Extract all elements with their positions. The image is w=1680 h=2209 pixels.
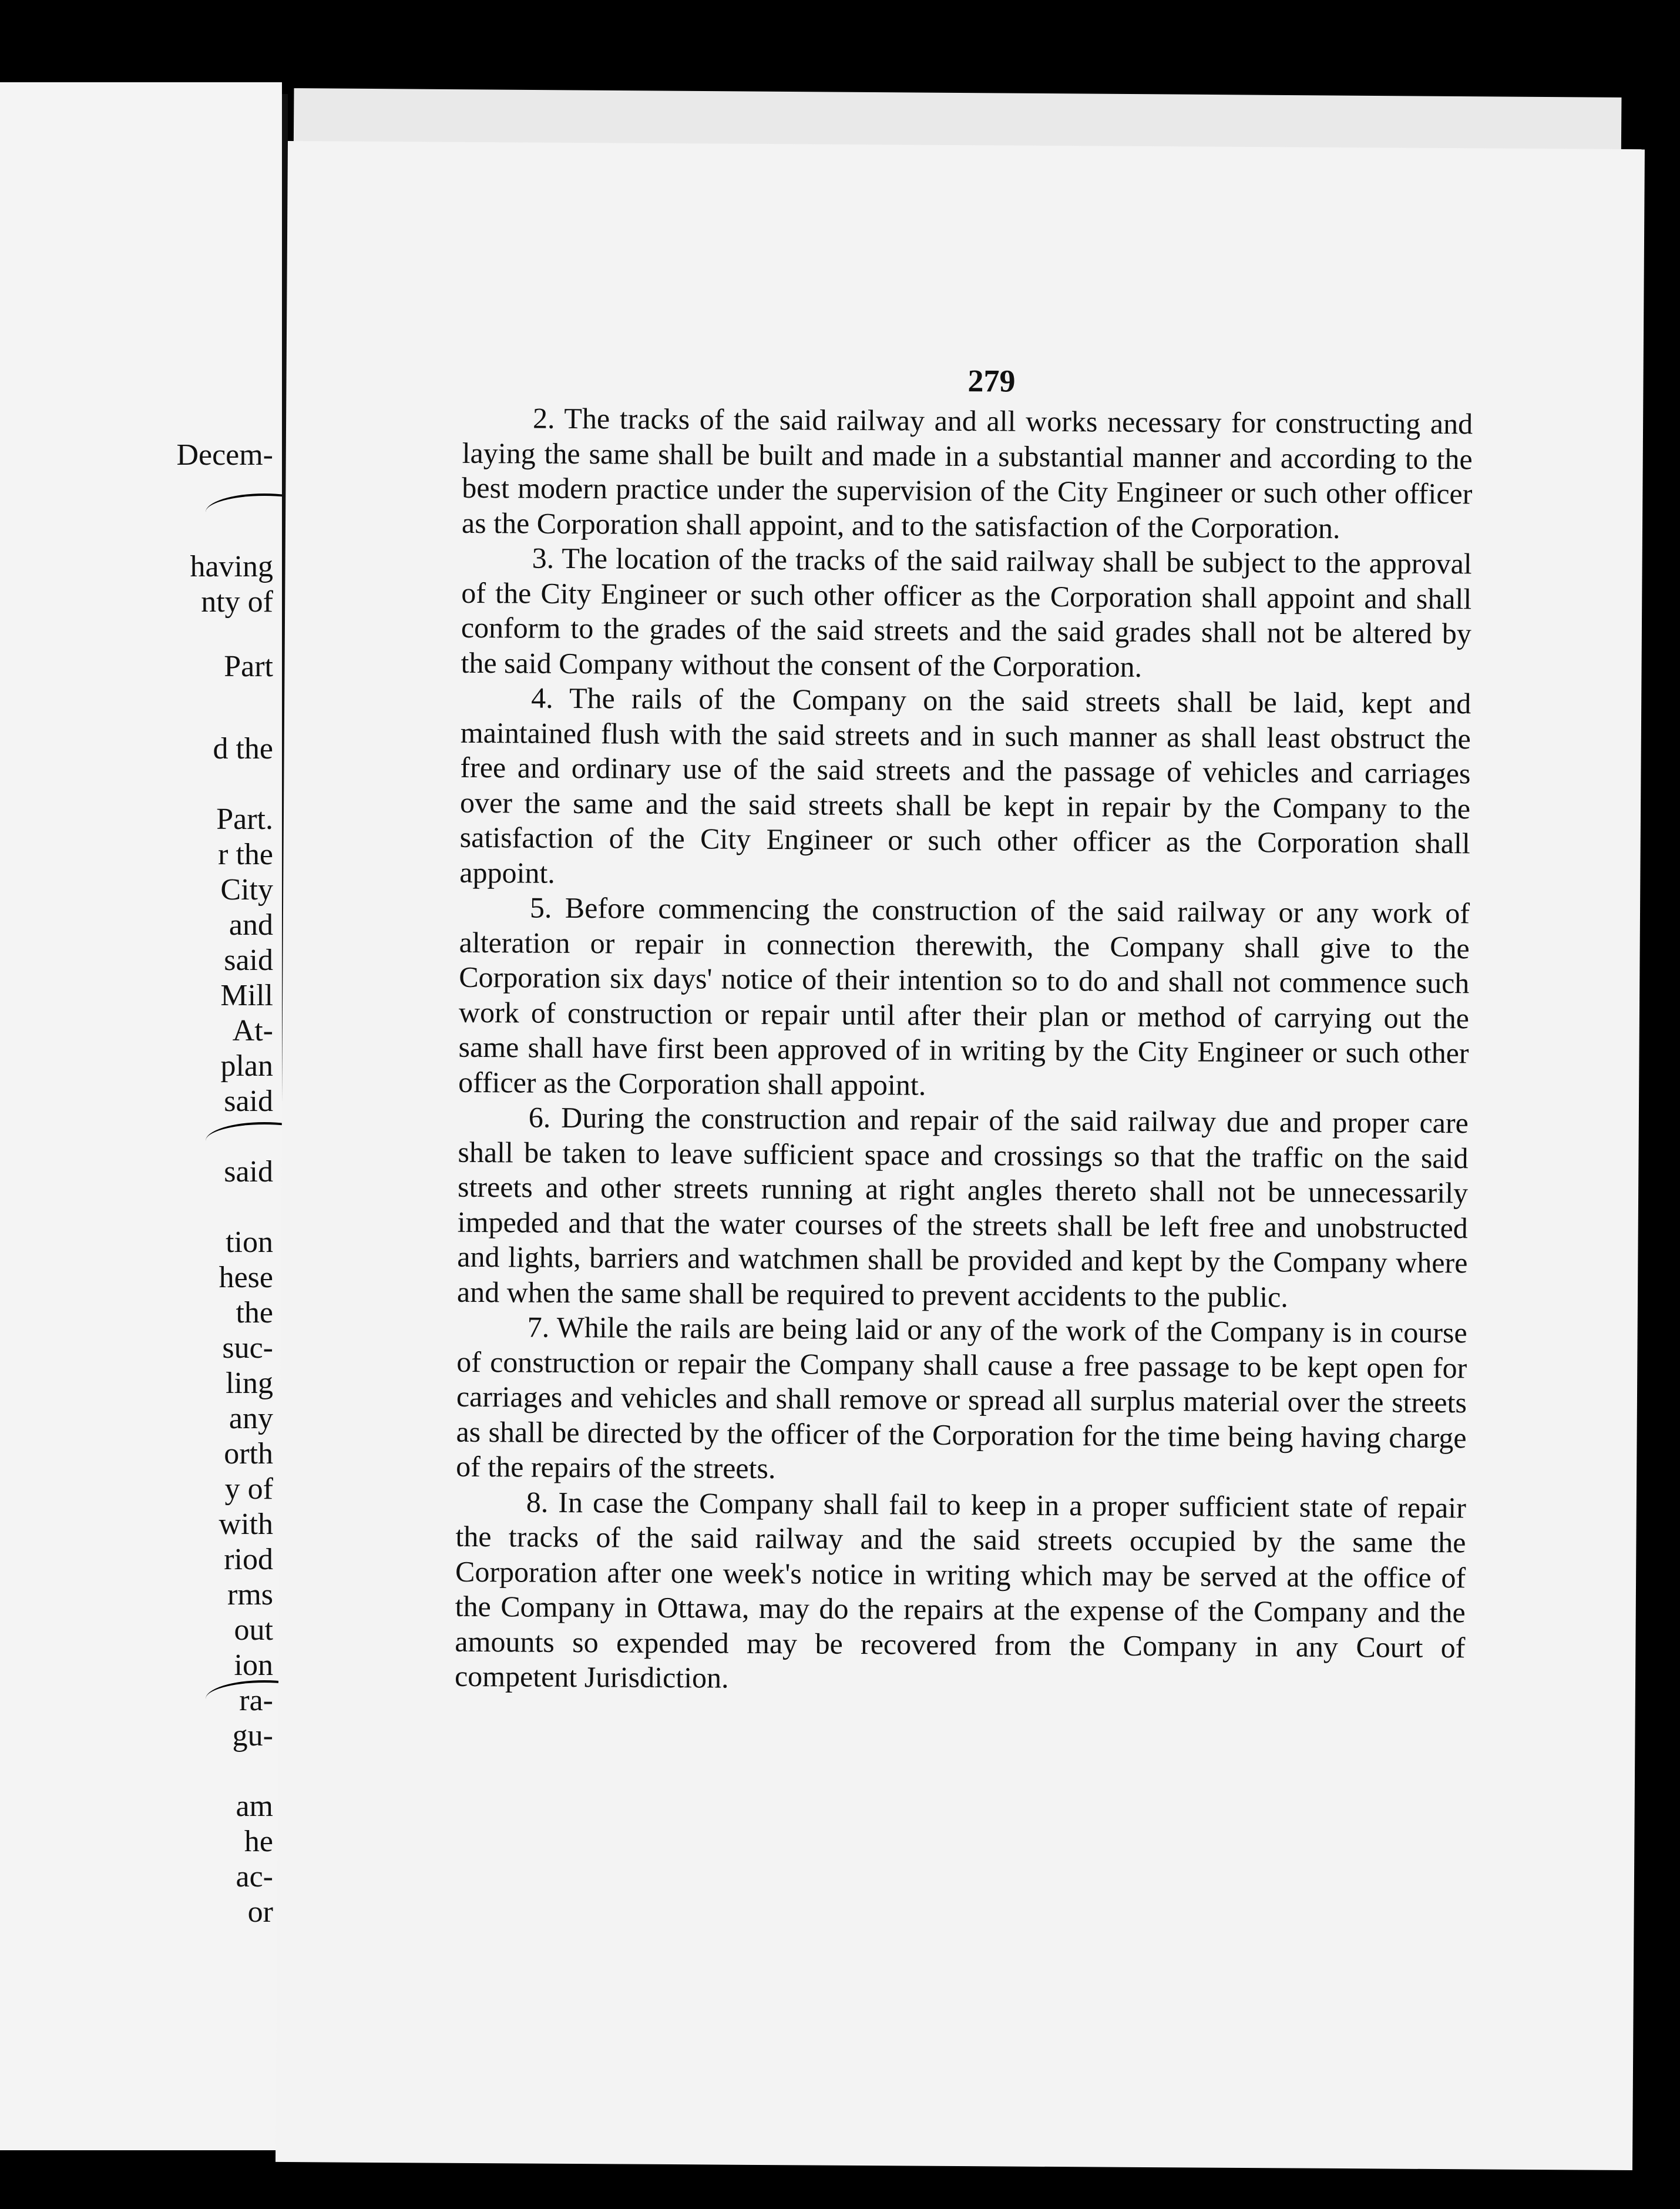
left-fragment: nty of: [201, 585, 273, 619]
page-body: [455, 401, 1473, 1700]
left-fragment: d the: [213, 732, 273, 766]
left-fragment: suc-: [222, 1331, 273, 1365]
left-fragment: ion: [234, 1649, 273, 1682]
paragraph: 6. During the construction and repair of the said railway due and proper care shall be taken to leave sufficient space and crossings so that the traffic on the said streets and other streets running at right angles thereto shall not be unnecessarily impeded and that the water courses of the streets shall be left free and unobstructed and lights, barriers and watchmen shall be provided and kept by the Company where and when the same shall be required to prevent accidents to the public.: [456, 1100, 1469, 1313]
left-fragment: said: [224, 1155, 273, 1189]
paragraph: 3. The location of the tracks of the said railway shall be subject to the approval of the City Engineer or such other officer as the Corporation shall appoint and shall conform to the grades of the said streets and the said grades shall not be altered by the said Company without the consent of the Corporation.: [461, 541, 1472, 683]
left-fragment: r the: [218, 838, 273, 871]
left-fragment: rms: [227, 1578, 273, 1612]
left-fragment: ac-: [236, 1860, 273, 1894]
left-fragment: with: [219, 1508, 273, 1541]
left-fragment: ling: [226, 1367, 273, 1400]
left-fragment: plan: [220, 1049, 273, 1083]
left-fragment: riod: [224, 1543, 273, 1576]
left-fragment: gu-: [232, 1719, 273, 1753]
paragraph: 8. In case the Company shall fail to keep in a proper sufficient state of repair the tracks of the said railway and the said streets occupied by the same the Corporation after one week's notice in writing which may be served at the office of the Company in Ottawa, may do the repairs at the expense of the Company and the amounts so expended may be recovered from the Company in any Court of competent Jurisdiction.: [454, 1485, 1467, 1694]
paragraph: 5. Before commencing the construction of the said railway or any work of alteration or repair in connection therewith, the Company shall give to the Corporation six days' notice of their intention so to do and shall not commence such work of construction or repair until after their plan or method of carrying out the same shall have first been approved of in writing by the City Engineer or such other officer as the Corporation shall appoint.: [458, 891, 1470, 1102]
left-fragment: out: [234, 1613, 273, 1647]
left-fragment: Mill: [220, 979, 273, 1012]
paragraph: 4. The rails of the Company on the said streets shall be laid, kept and maintained flush with the said streets and in such manner as shall least obstruct the free and ordinary use of the said streets and the passage of vehicles and carriages over the same and the said streets shall be kept in repair by the Company to the satisfaction of the City Engineer or such other officer as the Corporation shall appoint.: [459, 681, 1471, 889]
left-fragment: y of: [224, 1472, 273, 1506]
left-fragment: or: [247, 1895, 273, 1929]
left-fragment: hese: [219, 1261, 273, 1294]
left-fragment: any: [229, 1402, 273, 1435]
left-fragment: he: [244, 1825, 273, 1858]
left-fragment: Part.: [216, 803, 273, 836]
left-fragment: and: [229, 908, 273, 942]
left-fragment: said: [224, 1085, 273, 1118]
left-fragment: City: [220, 873, 273, 907]
page-number: 279: [967, 363, 1016, 399]
left-fragment: orth: [224, 1437, 273, 1471]
facing-page-left: [0, 82, 282, 2150]
left-fragment: At-: [232, 1014, 273, 1048]
left-page-fragments: [0, 82, 279, 2150]
left-fragment: tion: [226, 1226, 273, 1259]
left-fragment: the: [236, 1296, 273, 1330]
left-fragment: having: [190, 550, 273, 583]
document-page: [275, 141, 1645, 2170]
left-fragment: Decem-: [176, 438, 273, 472]
left-fragment: ra-: [239, 1684, 273, 1717]
paragraph: 7. While the rails are being laid or any of the work of the Company is in course of construction or repair the Company shall cause a free passage to be kept open for carriages and vehicles and shall remove or spread all surplus material over the streets as shall be directed by the officer of the Corporation for the time being having charge of the repairs of the streets.: [456, 1310, 1467, 1485]
left-fragment: am: [236, 1790, 273, 1823]
left-fragment: Part: [224, 650, 273, 683]
paragraph: 2. The tracks of the said railway and all works necessary for constructing and laying the same shall be built and made in a substantial manner and according to the best modern practice under the supervision of the City Engineer or such other officer as the Corporation shall appoint, and to the satisfaction of the Corporation.: [461, 401, 1473, 545]
left-fragment: said: [224, 944, 273, 977]
